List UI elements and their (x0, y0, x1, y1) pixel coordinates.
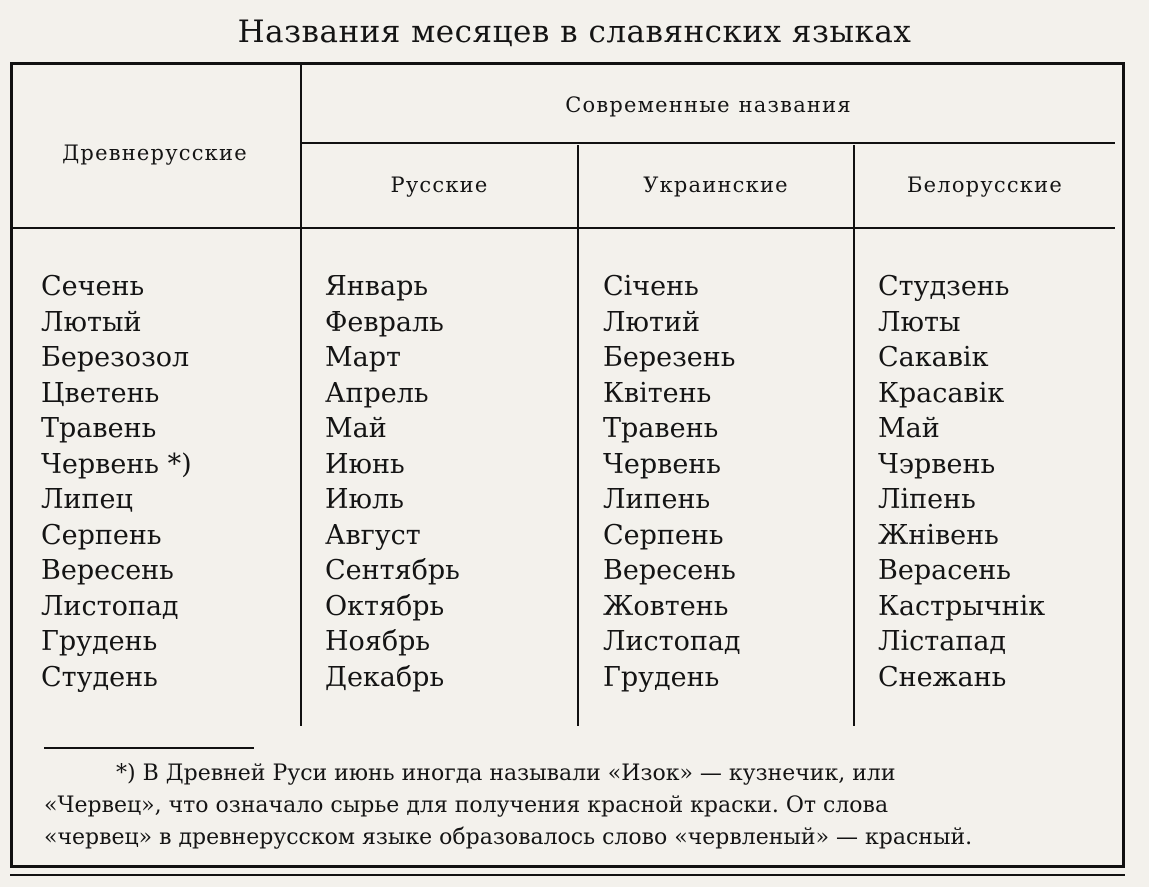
column-old-russian (41, 269, 192, 695)
list-item: Июнь (325, 448, 405, 480)
header-ukrainian: Украинские (643, 173, 789, 197)
header-subdivider (302, 142, 1115, 144)
footnote-line: *) В Древней Руси июнь иногда называли «Изок» — кузнечик, или (116, 761, 896, 786)
list-item: Март (325, 342, 401, 373)
list-item: Червень (603, 448, 722, 480)
list-item: Май (878, 413, 940, 444)
list-item: Березозол (41, 342, 190, 373)
list-item: Червень *) (41, 448, 192, 480)
column-russian (325, 269, 460, 695)
list-item: Студень (41, 661, 158, 693)
column-divider-russian (577, 145, 579, 726)
list-item: Лютий (603, 306, 700, 338)
list-item: Ноябрь (325, 626, 431, 657)
list-item: Февраль (325, 306, 444, 338)
list-item: Студзень (878, 271, 1010, 302)
list-item: Чэрвень (878, 448, 996, 480)
list-item: Грудень (603, 661, 720, 693)
list-item: Апрель (325, 377, 429, 409)
list-item: Люты (878, 306, 961, 338)
column-divider-old (300, 64, 302, 726)
page-title: Названия месяцев в славянских языках (237, 14, 912, 50)
list-item: Ліпень (878, 484, 976, 515)
list-item: Сечень (41, 271, 145, 302)
list-item: Серпень (41, 519, 162, 551)
header-old-russian: Древнерусские (62, 141, 248, 165)
header-bottom-rule (13, 227, 1115, 229)
page-bottom-rule (10, 874, 1125, 876)
list-item: Кастрычнік (878, 590, 1046, 622)
list-item: Січень (603, 271, 699, 302)
list-item: Сентябрь (325, 555, 460, 586)
list-item: Грудень (41, 626, 158, 657)
list-item: Вересень (603, 555, 736, 586)
list-item: Жнівень (878, 519, 999, 551)
column-divider-ukrainian (853, 145, 855, 726)
list-item: Листопад (41, 590, 179, 622)
list-item: Липень (603, 484, 711, 515)
list-item: Лютый (41, 306, 142, 338)
list-item: Снежань (878, 661, 1007, 693)
list-item: Январь (325, 271, 429, 302)
footnote-line: «червец» в древнерусском языке образовалось слово «червленый» — красный. (44, 825, 973, 850)
header-russian: Русские (390, 173, 489, 197)
list-item: Октябрь (325, 590, 445, 622)
list-item: Август (325, 519, 421, 551)
list-item: Травень (41, 413, 157, 444)
list-item: Цветень (41, 377, 160, 409)
list-item: Жовтень (603, 590, 729, 622)
header-modern-names: Современные названия (565, 93, 852, 117)
header-belarusian: Белорусские (907, 173, 1063, 197)
list-item: Листопад (603, 626, 741, 657)
list-item: Липец (41, 484, 133, 515)
list-item: Травень (603, 413, 719, 444)
list-item: Березень (603, 342, 736, 373)
list-item: Сакавік (878, 342, 989, 373)
list-item: Вересень (41, 555, 174, 586)
column-belarusian (878, 269, 1045, 695)
list-item: Верасень (878, 555, 1011, 586)
list-item: Серпень (603, 519, 724, 551)
list-item: Красавік (878, 377, 1005, 409)
list-item: Квітень (603, 377, 712, 409)
column-ukrainian (603, 269, 741, 695)
list-item: Декабрь (325, 661, 445, 693)
list-item: Май (325, 413, 387, 444)
footnote-line: «Червец», что означало сырье для получения красной краски. От слова (44, 793, 889, 818)
footnote (44, 758, 1106, 854)
footnote-rule (44, 747, 254, 749)
list-item: Лістапад (878, 626, 1007, 657)
list-item: Июль (325, 484, 404, 515)
